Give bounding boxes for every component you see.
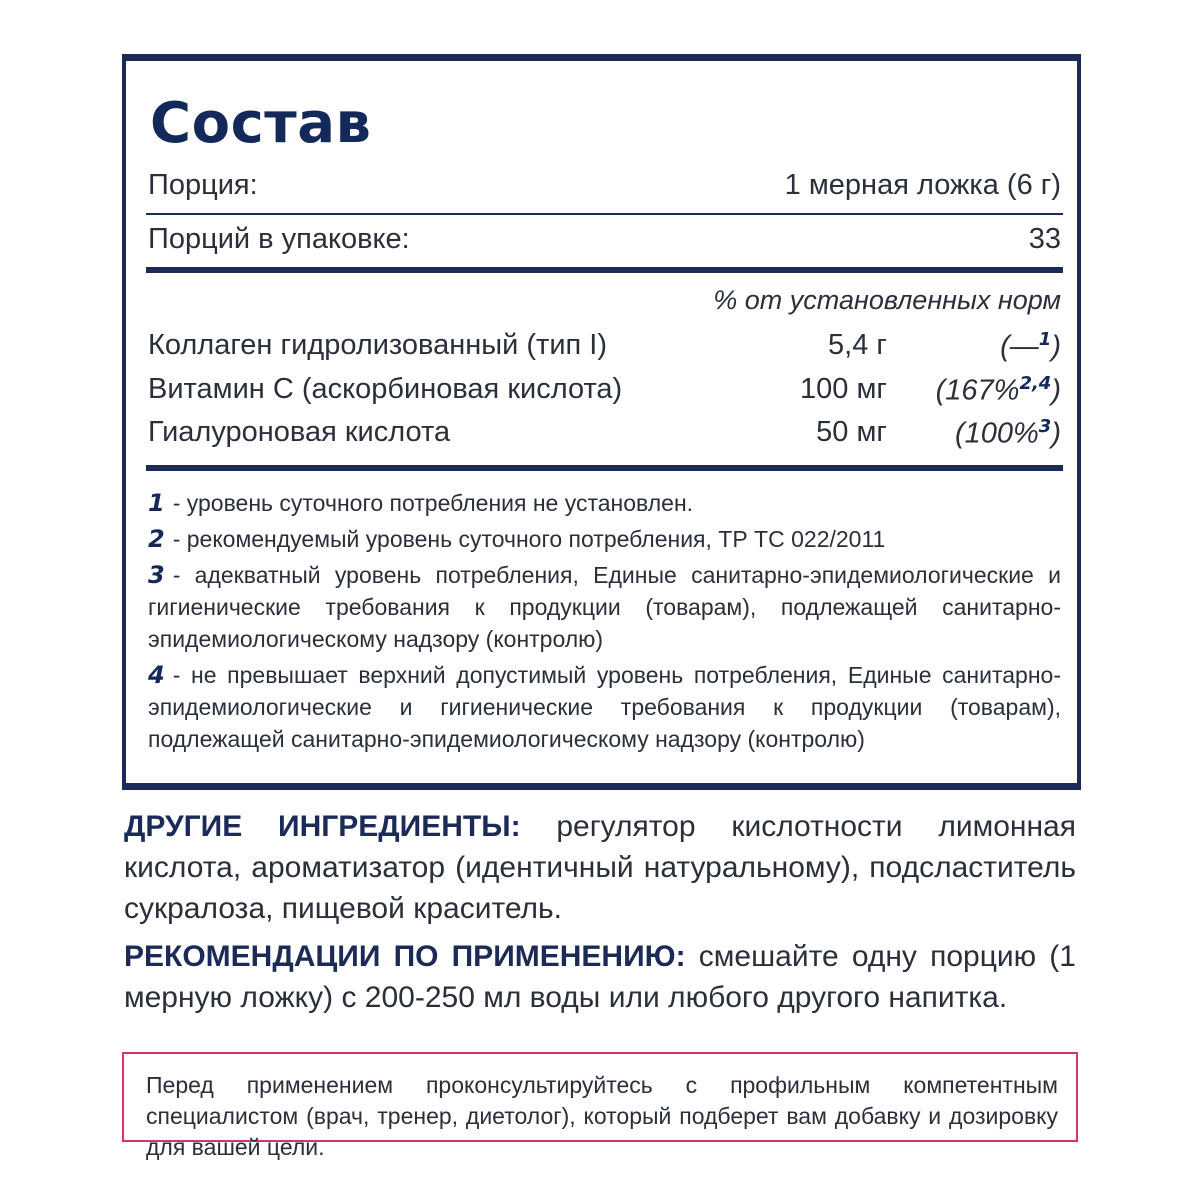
other-ingredients <box>124 806 1076 929</box>
servings-per-pack-row <box>148 223 1061 256</box>
usage-label: РЕКОМЕНДАЦИИ ПО ПРИМЕНЕНИЮ: <box>124 940 686 973</box>
footnote-number: 1 <box>148 489 165 517</box>
serving-label: Порция: <box>148 169 258 201</box>
serving-row <box>148 169 1061 202</box>
warning-text: Перед применением проконсультируйтесь с профильным компетентным специалистом (врач, тренер, диетолог), который подберет вам добавку и дозировку для вашей цели. <box>146 1072 1058 1160</box>
warning-box <box>122 1052 1078 1160</box>
usage-recommendations <box>124 936 1076 1018</box>
footnote-4: 4 - не превышает верхний допустимый уровень потребления, Единые санитарно-эпидемиологические и гигиенические требования к продукции (товарам), подлежащей санитарно-эпидемиологическому надзору (контролю) <box>148 661 1061 752</box>
footnote-number: 4 <box>148 661 165 689</box>
footnote-number: 2 <box>148 525 165 553</box>
nutrient-amount: 50 мг <box>816 416 887 448</box>
footnote-1: 1 - уровень суточного потребления не установлен. <box>148 489 694 517</box>
footnote-2: 2 - рекомендуемый уровень суточного потребления, ТР ТС 022/2011 <box>148 525 886 553</box>
footnote-ref: 2,4 <box>1019 373 1052 394</box>
footnote-ref: 3 <box>1038 416 1052 437</box>
nutrient-daily-value: (167%$^{2,4}$) <box>935 373 1061 407</box>
other-ingredients-label: ДРУГИЕ ИНГРЕДИЕНТЫ: <box>124 810 521 843</box>
divider-thick <box>146 465 1063 471</box>
nutrient-name: Витамин С (аскорбиновая кислота) <box>148 373 623 405</box>
servings-value: 33 <box>1028 223 1061 255</box>
usage-text: смешайте одну порцию (1 мерную ложку) с 200-250 мл воды или любого другого напитка. <box>124 940 1076 1014</box>
divider-thin <box>146 213 1063 215</box>
nutrient-row-vitamin-c <box>148 373 1061 413</box>
nutrient-amount: 5,4 г <box>828 329 887 361</box>
footnote-number: 3 <box>148 561 165 589</box>
nutrient-daily-value: (—$^1$) <box>1000 329 1061 363</box>
serving-value: 1 мерная ложка (6 г) <box>784 169 1061 201</box>
servings-label: Порций в упаковке: <box>148 223 410 255</box>
nutrient-amount: 100 мг <box>800 373 887 405</box>
divider-thick <box>146 267 1063 273</box>
nutrient-row-collagen <box>148 329 1061 369</box>
nutrient-row-hyaluronic-acid <box>148 416 1061 456</box>
footnote-ref: 1 <box>1038 329 1052 350</box>
composition-title: Состав <box>150 91 372 156</box>
nutrient-name: Коллаген гидролизованный (тип I) <box>148 329 607 361</box>
nutrient-daily-value: (100%$^3$) <box>954 416 1061 450</box>
composition-panel <box>122 54 1081 790</box>
footnote-3: 3 - адекватный уровень потребления, Единые санитарно-эпидемиологические и гигиенические требования к продукции (товарам), подлежащей санитарно-эпидемиологическому надзору (контролю) <box>148 561 1061 652</box>
other-ingredients-text: регулятор кислотности лимонная кислота, ароматизатор (идентичный натуральному), подсластитель сукралоза, пищевой краситель. <box>124 810 1076 925</box>
nutrient-name: Гиалуроновая кислота <box>148 416 451 448</box>
daily-value-header: % от установленных норм <box>713 285 1061 315</box>
